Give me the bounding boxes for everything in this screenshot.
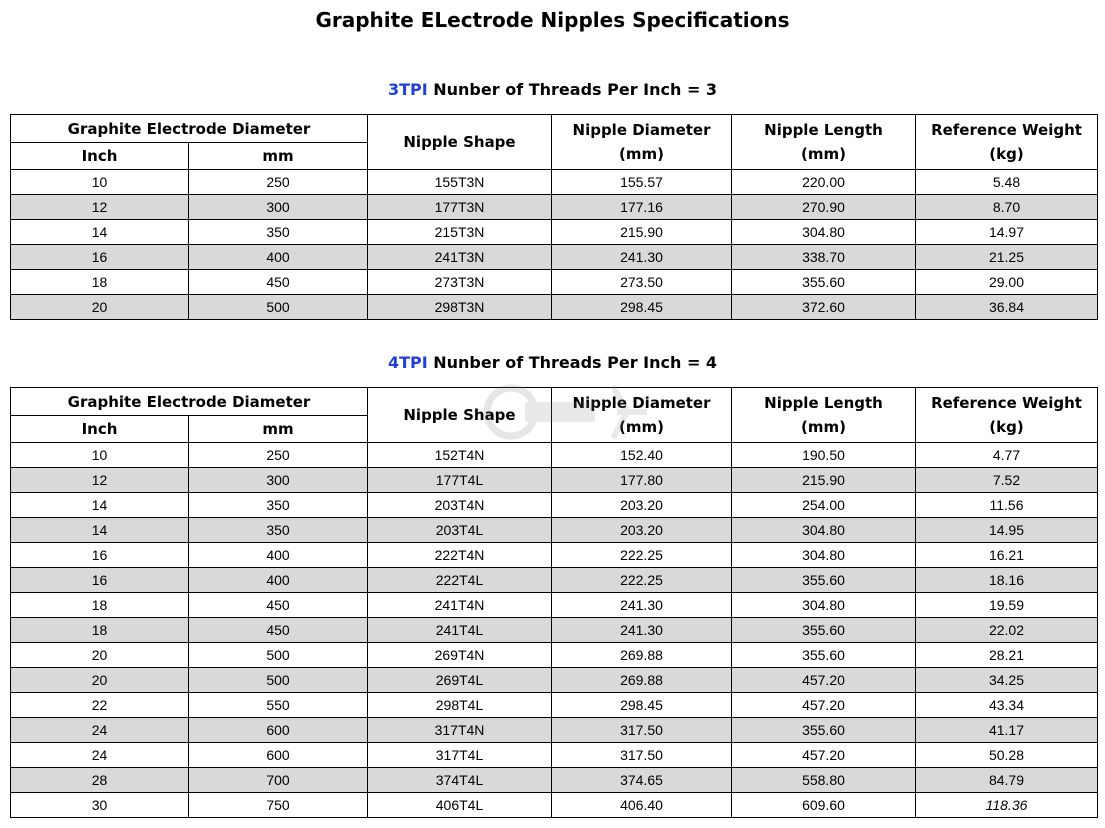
cell-inch: 20 [11, 668, 189, 693]
cell-nipple-length: 355.60 [732, 718, 916, 743]
table-row [11, 668, 1098, 693]
header-unit: (mm) [619, 418, 664, 436]
cell-inch: 12 [11, 468, 189, 493]
cell-inch: 16 [11, 543, 189, 568]
header-reference-weight [916, 115, 1098, 170]
cell-nipple-shape: 222T4N [368, 543, 552, 568]
header-nipple-diameter [552, 115, 732, 170]
header-line: Nipple Length [764, 394, 883, 412]
cell-inch: 28 [11, 768, 189, 793]
cell-nipple-length: 304.80 [732, 518, 916, 543]
section-heading-3tpi [0, 80, 1105, 99]
cell-mm: 400 [189, 543, 368, 568]
threads-per-inch-text: Nunber of Threads Per Inch = 4 [427, 353, 718, 372]
cell-nipple-shape: 241T4N [368, 593, 552, 618]
table-row [11, 443, 1098, 468]
cell-mm: 700 [189, 768, 368, 793]
section-heading-4tpi [0, 353, 1105, 372]
cell-reference-weight: 5.48 [916, 170, 1098, 195]
cell-mm: 300 [189, 468, 368, 493]
cell-inch: 30 [11, 793, 189, 818]
header-electrode-diameter: Graphite Electrode Diameter [11, 115, 368, 143]
cell-nipple-shape: 203T4N [368, 493, 552, 518]
cell-nipple-diameter: 177.16 [552, 195, 732, 220]
cell-nipple-shape: 152T4N [368, 443, 552, 468]
cell-mm: 300 [189, 195, 368, 220]
cell-mm: 400 [189, 245, 368, 270]
table-row [11, 793, 1098, 818]
table-row [11, 468, 1098, 493]
cell-inch: 22 [11, 693, 189, 718]
cell-inch: 14 [11, 518, 189, 543]
table-row [11, 743, 1098, 768]
cell-reference-weight: 84.79 [916, 768, 1098, 793]
cell-mm: 550 [189, 693, 368, 718]
cell-nipple-shape: 273T3N [368, 270, 552, 295]
cell-reference-weight: 22.02 [916, 618, 1098, 643]
cell-reference-weight: 34.25 [916, 668, 1098, 693]
threads-per-inch-text: Nunber of Threads Per Inch = 3 [427, 80, 718, 99]
cell-reference-weight: 50.28 [916, 743, 1098, 768]
cell-inch: 10 [11, 443, 189, 468]
tpi-label: 3TPI [387, 80, 428, 99]
spec-table-4tpi [10, 387, 1098, 818]
cell-reference-weight: 7.52 [916, 468, 1098, 493]
header-unit: (kg) [989, 145, 1024, 163]
header-unit: (mm) [801, 418, 846, 436]
cell-inch: 12 [11, 195, 189, 220]
cell-reference-weight: 18.16 [916, 568, 1098, 593]
cell-reference-weight: 11.56 [916, 493, 1098, 518]
table-row [11, 568, 1098, 593]
cell-nipple-shape: 298T3N [368, 295, 552, 320]
cell-nipple-diameter: 222.25 [552, 568, 732, 593]
cell-nipple-shape: 177T4L [368, 468, 552, 493]
cell-mm: 750 [189, 793, 368, 818]
cell-nipple-diameter: 406.40 [552, 793, 732, 818]
cell-reference-weight: 21.25 [916, 245, 1098, 270]
cell-mm: 350 [189, 220, 368, 245]
page-title: Graphite ELectrode Nipples Specifications [315, 8, 790, 32]
header-mm: mm [189, 143, 368, 170]
cell-nipple-length: 457.20 [732, 693, 916, 718]
cell-mm: 400 [189, 568, 368, 593]
cell-inch: 14 [11, 493, 189, 518]
cell-mm: 500 [189, 295, 368, 320]
cell-inch: 20 [11, 643, 189, 668]
cell-mm: 450 [189, 618, 368, 643]
table-body [11, 443, 1098, 818]
cell-nipple-length: 355.60 [732, 568, 916, 593]
table-row [11, 518, 1098, 543]
cell-nipple-diameter: 269.88 [552, 643, 732, 668]
cell-inch: 20 [11, 295, 189, 320]
cell-nipple-shape: 298T4L [368, 693, 552, 718]
header-line: Nipple Length [764, 121, 883, 139]
cell-nipple-length: 372.60 [732, 295, 916, 320]
cell-reference-weight: 29.00 [916, 270, 1098, 295]
header-inch: Inch [11, 416, 189, 443]
cell-reference-weight: 14.97 [916, 220, 1098, 245]
cell-nipple-length: 558.80 [732, 768, 916, 793]
cell-nipple-length: 190.50 [732, 443, 916, 468]
table-row [11, 543, 1098, 568]
cell-nipple-diameter: 241.30 [552, 618, 732, 643]
cell-nipple-length: 304.80 [732, 220, 916, 245]
cell-mm: 350 [189, 493, 368, 518]
cell-nipple-length: 355.60 [732, 270, 916, 295]
header-line: Nipple Diameter [572, 121, 711, 139]
cell-nipple-diameter: 241.30 [552, 245, 732, 270]
spec-table-3tpi [10, 114, 1098, 320]
tpi-label: 4TPI [387, 353, 428, 372]
table-row [11, 618, 1098, 643]
cell-inch: 16 [11, 568, 189, 593]
header-nipple-length [732, 115, 916, 170]
table-row [11, 693, 1098, 718]
cell-reference-weight: 28.21 [916, 643, 1098, 668]
header-nipple-shape: Nipple Shape [368, 115, 552, 170]
cell-mm: 250 [189, 443, 368, 468]
table-row [11, 493, 1098, 518]
cell-reference-weight: 43.34 [916, 693, 1098, 718]
table-row [11, 170, 1098, 195]
header-unit: (kg) [989, 418, 1024, 436]
header-nipple-diameter [552, 388, 732, 443]
cell-nipple-length: 355.60 [732, 618, 916, 643]
cell-mm: 600 [189, 743, 368, 768]
cell-nipple-diameter: 215.90 [552, 220, 732, 245]
cell-nipple-diameter: 177.80 [552, 468, 732, 493]
header-reference-weight [916, 388, 1098, 443]
cell-inch: 16 [11, 245, 189, 270]
cell-mm: 500 [189, 668, 368, 693]
cell-nipple-diameter: 152.40 [552, 443, 732, 468]
cell-nipple-shape: 241T3N [368, 245, 552, 270]
cell-mm: 500 [189, 643, 368, 668]
cell-inch: 10 [11, 170, 189, 195]
cell-nipple-diameter: 222.25 [552, 543, 732, 568]
cell-inch: 18 [11, 270, 189, 295]
cell-inch: 14 [11, 220, 189, 245]
table-row [11, 643, 1098, 668]
cell-inch: 24 [11, 743, 189, 768]
cell-nipple-length: 457.20 [732, 743, 916, 768]
cell-nipple-length: 270.90 [732, 195, 916, 220]
table-row [11, 195, 1098, 220]
cell-nipple-shape: 203T4L [368, 518, 552, 543]
cell-nipple-diameter: 317.50 [552, 743, 732, 768]
table-body [11, 170, 1098, 320]
cell-nipple-diameter: 241.30 [552, 593, 732, 618]
header-electrode-diameter: Graphite Electrode Diameter [11, 388, 368, 416]
cell-nipple-diameter: 298.45 [552, 295, 732, 320]
cell-nipple-shape: 215T3N [368, 220, 552, 245]
cell-reference-weight: 14.95 [916, 518, 1098, 543]
cell-reference-weight: 19.59 [916, 593, 1098, 618]
cell-reference-weight: 41.17 [916, 718, 1098, 743]
cell-nipple-diameter: 273.50 [552, 270, 732, 295]
cell-nipple-diameter: 203.20 [552, 518, 732, 543]
cell-nipple-length: 215.90 [732, 468, 916, 493]
cell-inch: 18 [11, 618, 189, 643]
cell-mm: 450 [189, 270, 368, 295]
cell-nipple-diameter: 374.65 [552, 768, 732, 793]
cell-nipple-length: 355.60 [732, 643, 916, 668]
header-line: Nipple Diameter [572, 394, 711, 412]
cell-nipple-length: 609.60 [732, 793, 916, 818]
table-row [11, 270, 1098, 295]
cell-mm: 350 [189, 518, 368, 543]
cell-nipple-shape: 222T4L [368, 568, 552, 593]
cell-nipple-length: 254.00 [732, 493, 916, 518]
cell-reference-weight: 4.77 [916, 443, 1098, 468]
table-row [11, 768, 1098, 793]
header-line: Reference Weight [931, 121, 1082, 139]
cell-nipple-length: 338.70 [732, 245, 916, 270]
table-row [11, 718, 1098, 743]
table-row [11, 295, 1098, 320]
header-nipple-length [732, 388, 916, 443]
cell-nipple-length: 220.00 [732, 170, 916, 195]
cell-reference-weight: 16.21 [916, 543, 1098, 568]
table-row [11, 593, 1098, 618]
cell-nipple-shape: 269T4N [368, 643, 552, 668]
table-row [11, 245, 1098, 270]
header-nipple-shape: Nipple Shape [368, 388, 552, 443]
cell-nipple-shape: 406T4L [368, 793, 552, 818]
cell-nipple-shape: 177T3N [368, 195, 552, 220]
cell-nipple-diameter: 203.20 [552, 493, 732, 518]
cell-nipple-shape: 155T3N [368, 170, 552, 195]
cell-inch: 18 [11, 593, 189, 618]
cell-nipple-shape: 241T4L [368, 618, 552, 643]
cell-nipple-shape: 374T4L [368, 768, 552, 793]
header-unit: (mm) [801, 145, 846, 163]
header-unit: (mm) [619, 145, 664, 163]
table-row [11, 220, 1098, 245]
cell-mm: 250 [189, 170, 368, 195]
cell-reference-weight: 8.70 [916, 195, 1098, 220]
cell-nipple-diameter: 298.45 [552, 693, 732, 718]
cell-nipple-diameter: 155.57 [552, 170, 732, 195]
cell-nipple-shape: 317T4N [368, 718, 552, 743]
cell-nipple-diameter: 269.88 [552, 668, 732, 693]
cell-nipple-length: 304.80 [732, 593, 916, 618]
cell-nipple-diameter: 317.50 [552, 718, 732, 743]
cell-nipple-shape: 269T4L [368, 668, 552, 693]
header-mm: mm [189, 416, 368, 443]
cell-mm: 600 [189, 718, 368, 743]
cell-nipple-length: 457.20 [732, 668, 916, 693]
header-inch: Inch [11, 143, 189, 170]
header-line: Reference Weight [931, 394, 1082, 412]
cell-nipple-length: 304.80 [732, 543, 916, 568]
cell-inch: 24 [11, 718, 189, 743]
cell-mm: 450 [189, 593, 368, 618]
cell-reference-weight: 118.36 [916, 793, 1098, 818]
cell-reference-weight: 36.84 [916, 295, 1098, 320]
cell-nipple-shape: 317T4L [368, 743, 552, 768]
